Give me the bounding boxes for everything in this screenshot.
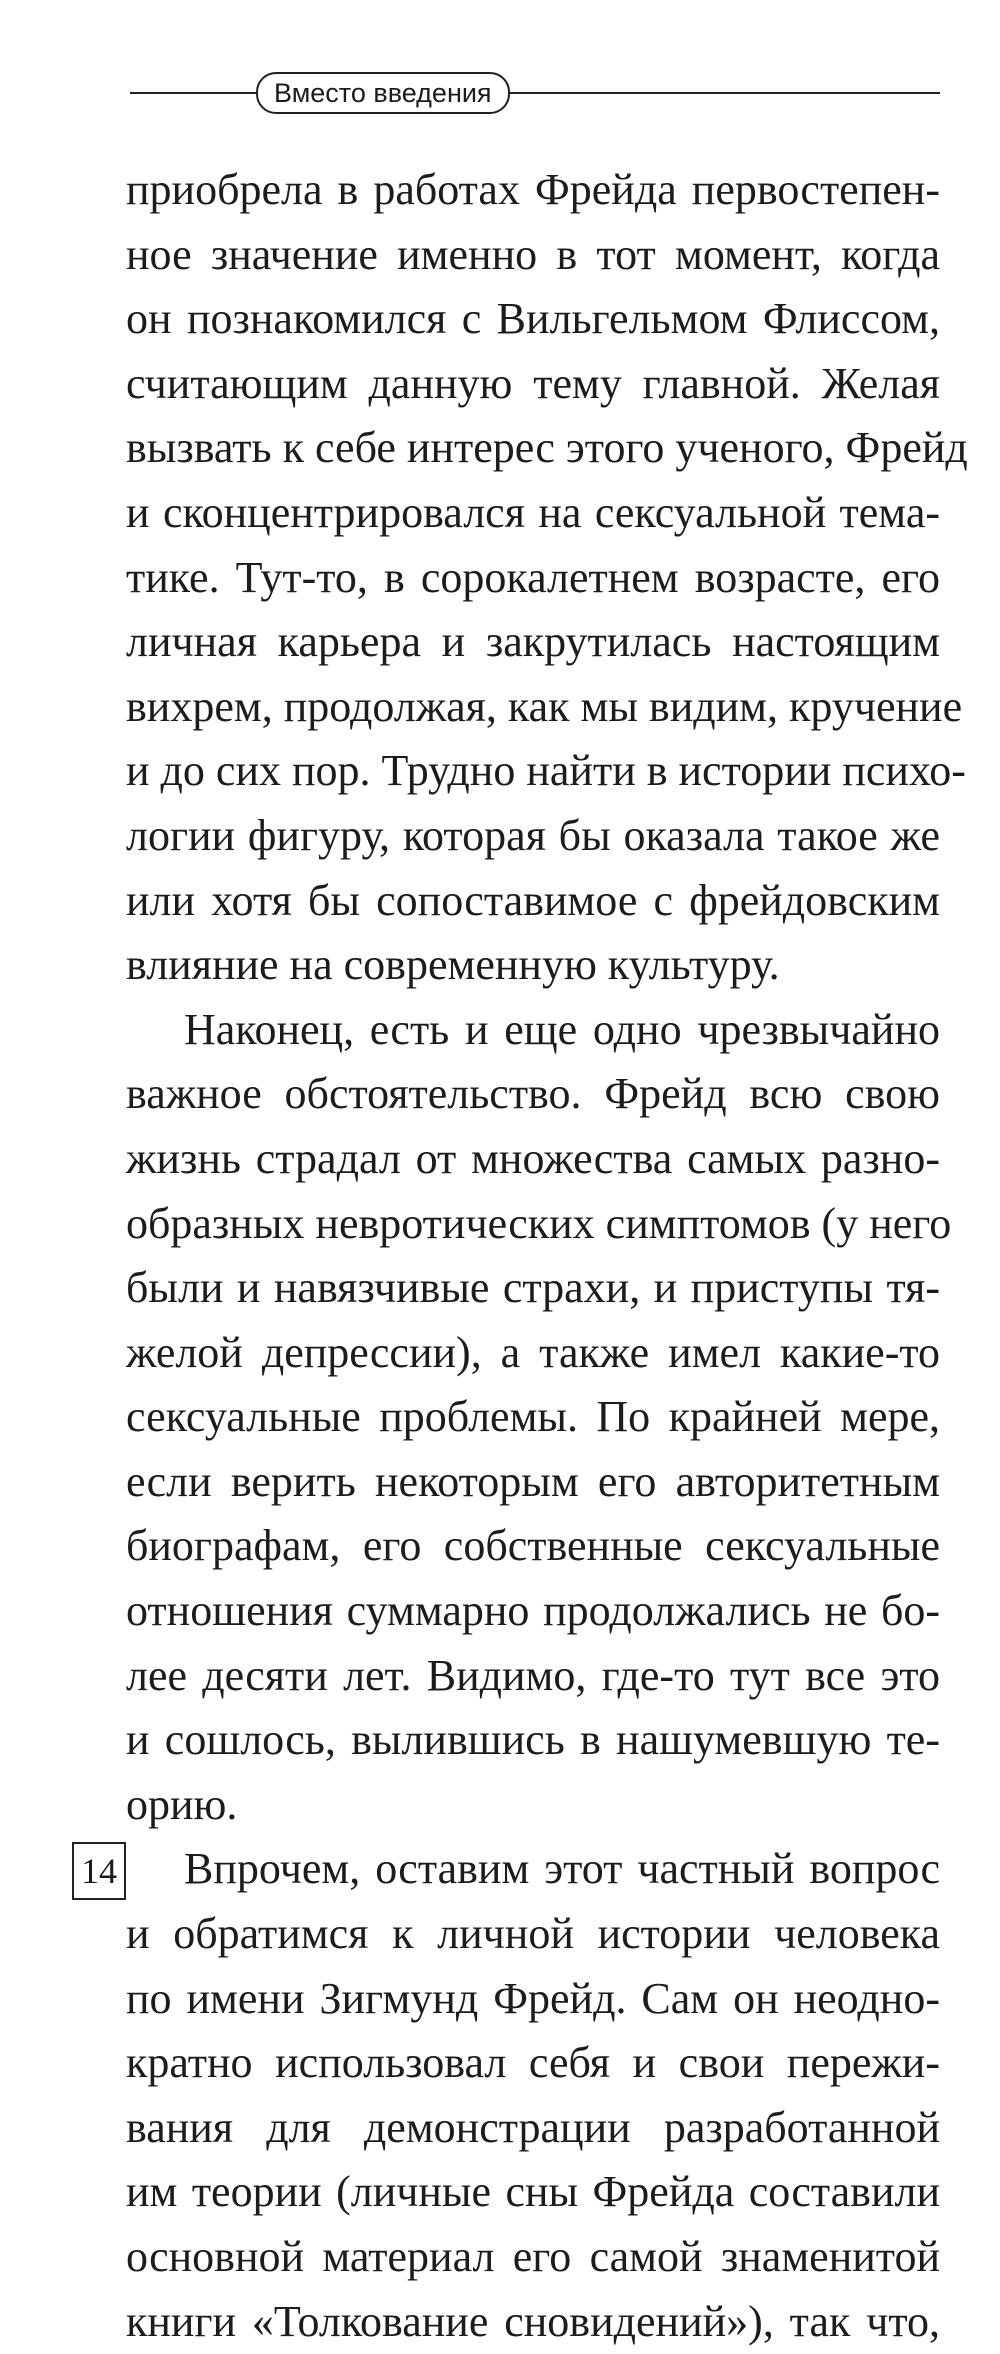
text-line: биографам, его собственные сексуальные xyxy=(126,1521,940,1571)
text-line: ное значение именно в тот момент, когда xyxy=(126,229,940,279)
text-line: образных невротических симптомов (у него xyxy=(126,1198,952,1248)
text-line: и обратимся к личной истории человека xyxy=(126,1909,940,1959)
text-line: по имени Зигмунд Фрейд. Сам он неодно- xyxy=(126,1973,940,2023)
text-line: желой депрессии), а также имел какие-то xyxy=(126,1327,940,1377)
text-line: и сконцентрировался на сексуальной тема- xyxy=(126,487,940,537)
text-line: им теории (личные сны Фрейда составили xyxy=(126,2167,940,2217)
text-line: тике. Тут-то, в сорокалетнем возрасте, его xyxy=(126,552,940,602)
text-line: сексуальные проблемы. По крайней мере, xyxy=(126,1392,940,1442)
text-line: отношения суммарно продолжались не бо- xyxy=(126,1586,940,1636)
text-line: и до сих пор. Трудно найти в истории психо- xyxy=(126,746,966,796)
body-text xyxy=(126,158,968,2354)
text-line: кратно использовал себя и свои пережи- xyxy=(126,2038,940,2088)
text-line: если верить некоторым его авторитетным xyxy=(126,1456,940,1506)
text-line: вызвать к себе интерес этого ученого, Фрейд xyxy=(126,423,968,473)
text-line: логии фигуру, которая бы оказала такое же xyxy=(126,810,940,860)
text-line: жизнь страдал от множества самых разно- xyxy=(126,1133,940,1183)
header-rule xyxy=(130,92,940,94)
text-line: приобрела в работах Фрейда первостепен- xyxy=(126,165,940,214)
text-line: Впрочем, оставим этот частный вопрос xyxy=(184,1844,940,1894)
text-line: или хотя бы сопоставимое с фрейдовским xyxy=(126,875,940,925)
text-line: он познакомился с Вильгельмом Флиссом, xyxy=(126,294,940,344)
text-line: орию. xyxy=(126,1779,238,1829)
text-line: вихрем, продолжая, как мы видим, кручение xyxy=(126,681,963,731)
text-line: и сошлось, вылившись в нашумевшую те- xyxy=(126,1715,940,1765)
text-line: важное обстоятельство. Фрейд всю свою xyxy=(126,1069,940,1119)
text-line: были и навязчивые страхи, и приступы тя- xyxy=(126,1263,940,1313)
section-title: Вместо введения xyxy=(256,72,510,114)
text-line: считающим данную тему главной. Желая xyxy=(126,358,940,408)
text-line: основной материал его самой знаменитой xyxy=(126,2232,940,2281)
text-line: лее десяти лет. Видимо, где-то тут все это xyxy=(126,1650,940,1700)
text-line: личная карьера и закрутилась настоящим xyxy=(126,617,940,667)
text-line: вания для демонстрации разработанной xyxy=(126,2102,940,2152)
page-number: 14 xyxy=(72,1842,126,1900)
running-header xyxy=(130,70,940,114)
text-line: Наконец, есть и еще одно чрезвычайно xyxy=(184,1004,940,1054)
text-line: влияние на современную культуру. xyxy=(126,940,780,990)
text-line: книги «Толкование сновидений»), так что, xyxy=(126,2296,940,2346)
